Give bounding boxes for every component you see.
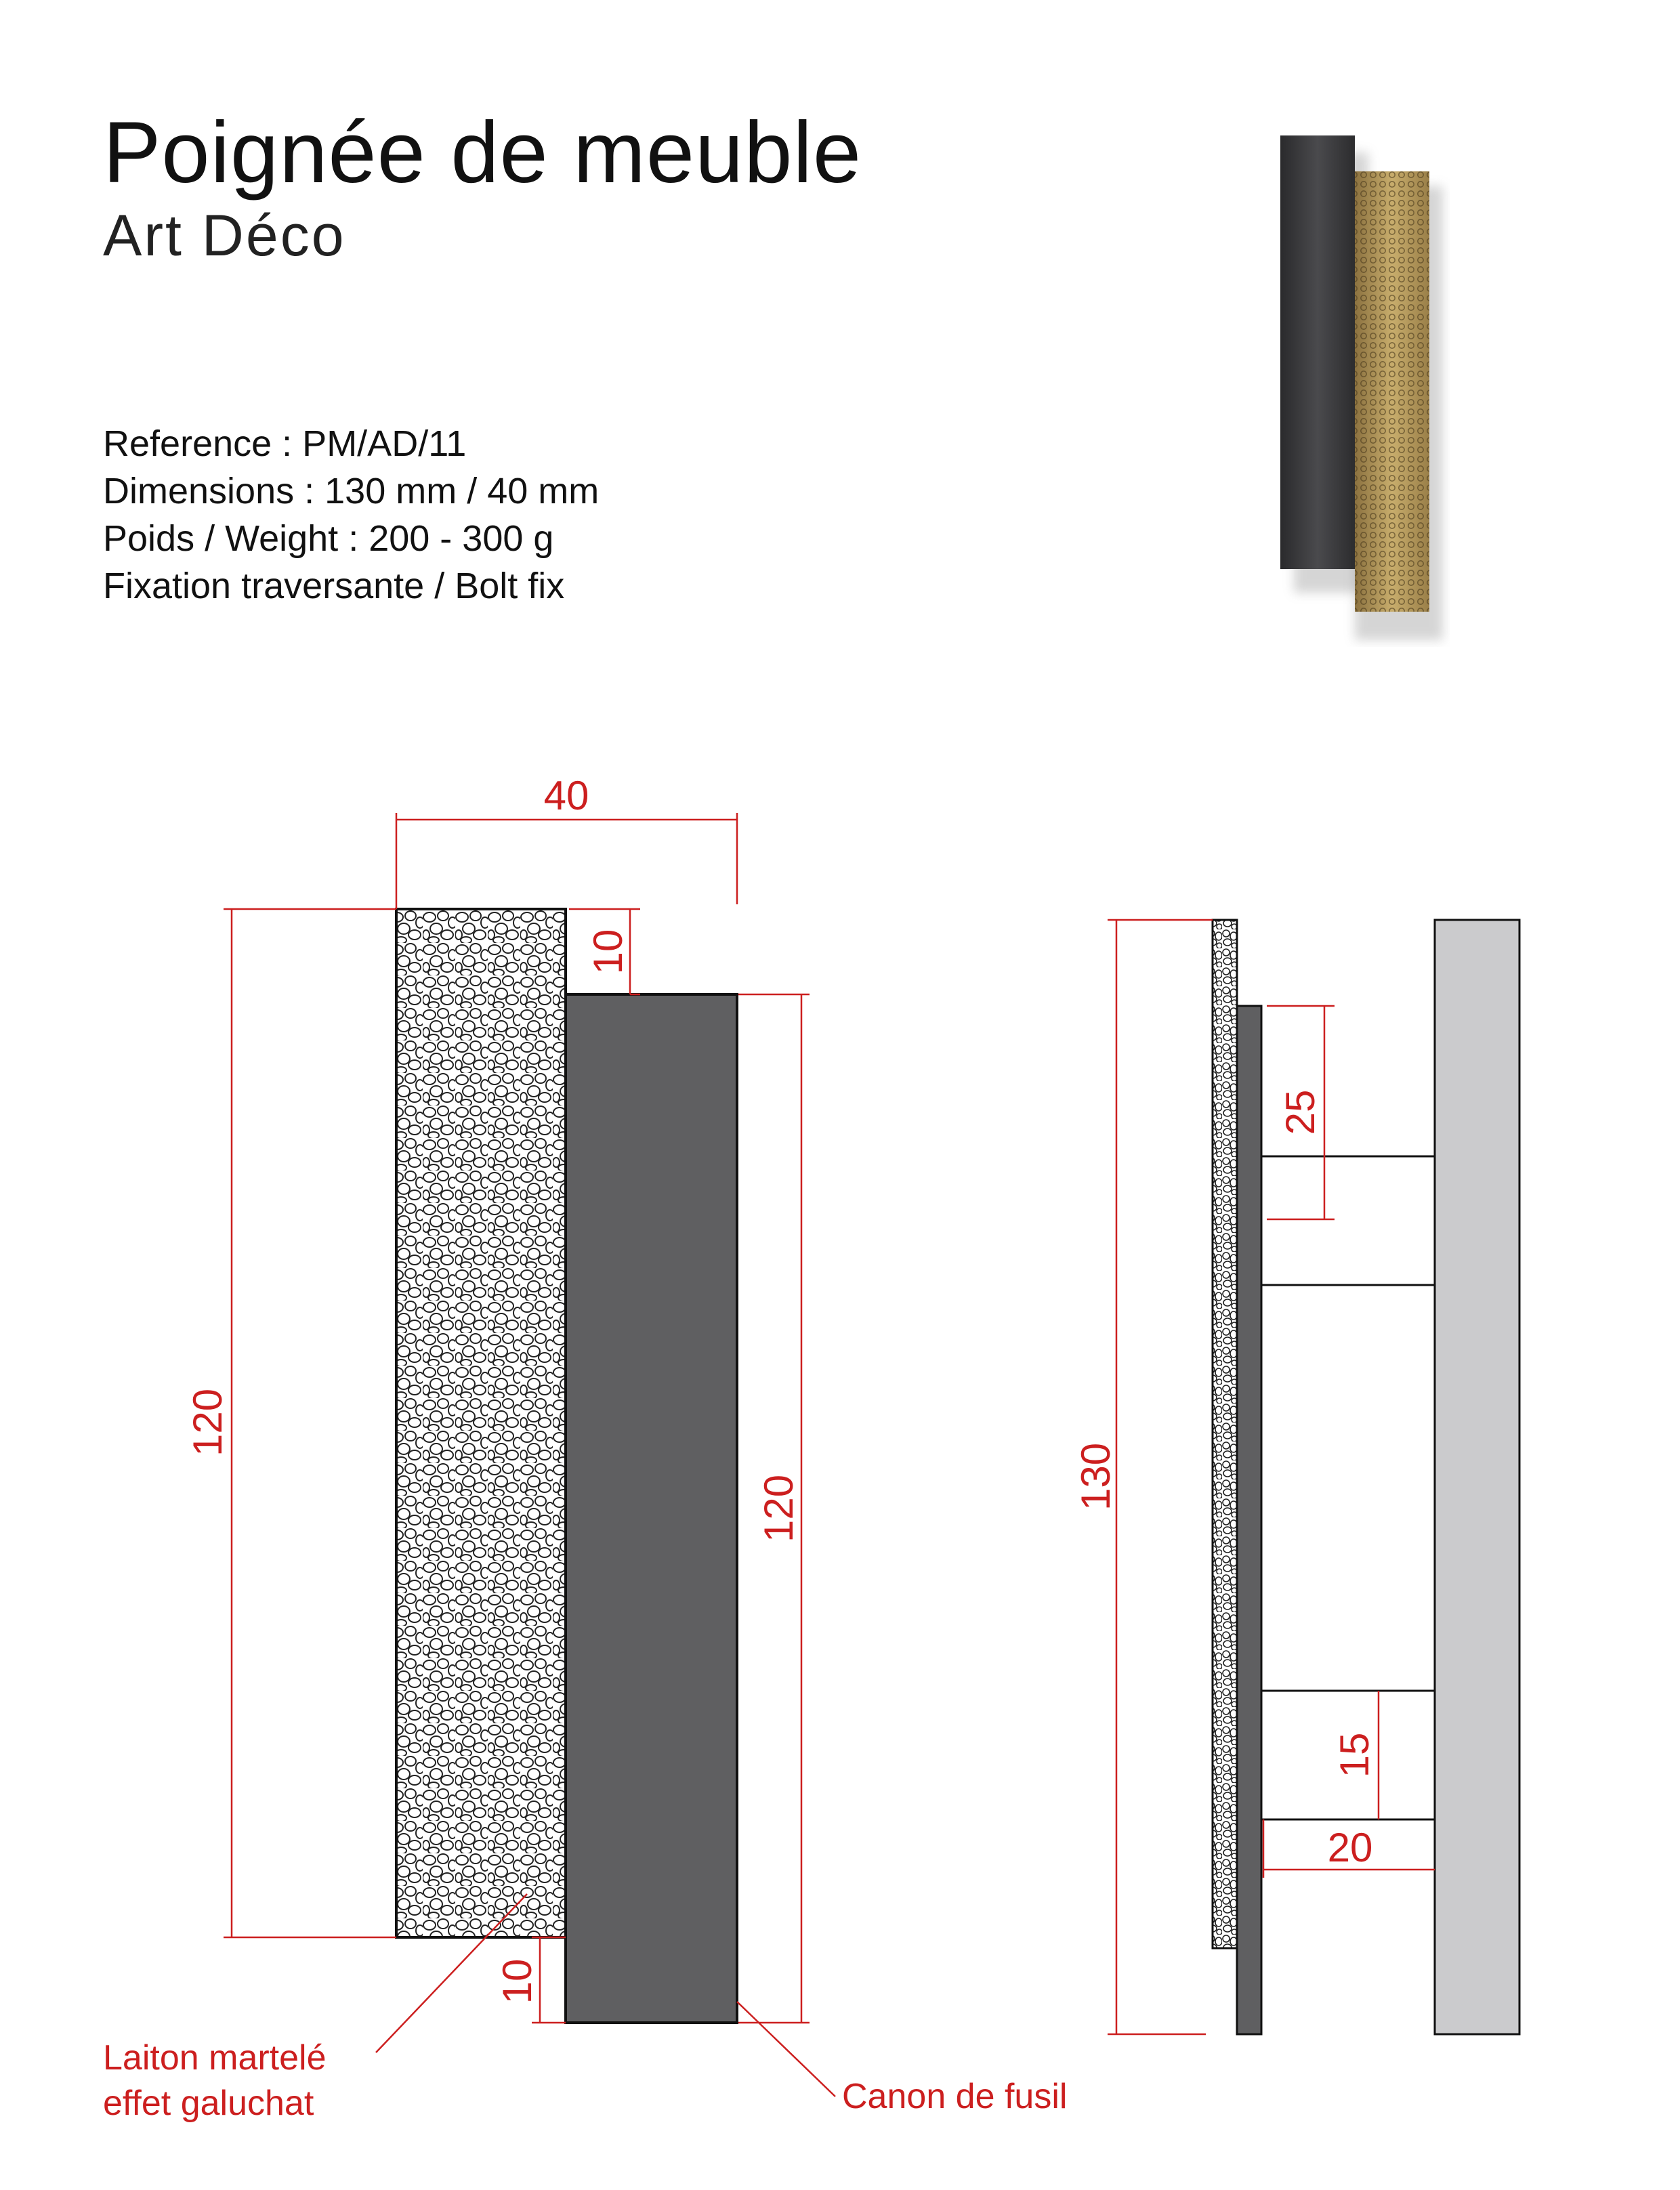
backplate-side (1435, 920, 1519, 2034)
callout-brass-line2: effet galuchat (103, 2084, 314, 2123)
spec-key: Fixation traversante / Bolt fix (103, 566, 565, 606)
dimension-width-label: 40 (543, 773, 589, 818)
gunmetal-bar-front (566, 994, 737, 2023)
dimension-offset-top-label: 10 (585, 929, 631, 975)
dimension-total-height (1108, 920, 1213, 2034)
dimension-post-width-label: 15 (1332, 1732, 1377, 1778)
callout-brass-line1: Laiton martelé (103, 2038, 327, 2078)
spec-value: PM/AD/11 (302, 423, 467, 464)
spec-key: Poids / Weight (103, 518, 339, 559)
brass-plate-side (1213, 920, 1237, 1948)
page-title: Poignée de meuble (103, 104, 862, 201)
spec-value: : 200 - 300 g (348, 518, 554, 559)
gunmetal-bar-side (1237, 1006, 1261, 2034)
spec-key: Dimensions (103, 471, 295, 511)
dimension-total-height-label: 130 (1073, 1442, 1118, 1511)
dimension-plate-height (224, 909, 396, 1937)
dimension-post-offset-label: 25 (1278, 1089, 1323, 1135)
page-subtitle: Art Déco (103, 203, 346, 268)
dimension-bar-height-label: 120 (756, 1474, 801, 1543)
callout-gunmetal: Canon de fusil (842, 2077, 1068, 2116)
dimension-offset-bottom-label: 10 (495, 1958, 540, 2004)
leader-gunmetal (737, 2002, 835, 2097)
spec-key: Reference : (103, 423, 293, 464)
dimension-width-top (396, 813, 737, 909)
brass-plate-front (396, 909, 566, 1937)
dimension-post-depth-label: 20 (1327, 1825, 1373, 1870)
spec-value: : 130 mm / 40 mm (304, 471, 600, 511)
dimension-plate-height-label: 120 (185, 1388, 230, 1457)
mounting-post-top (1261, 1156, 1435, 1285)
